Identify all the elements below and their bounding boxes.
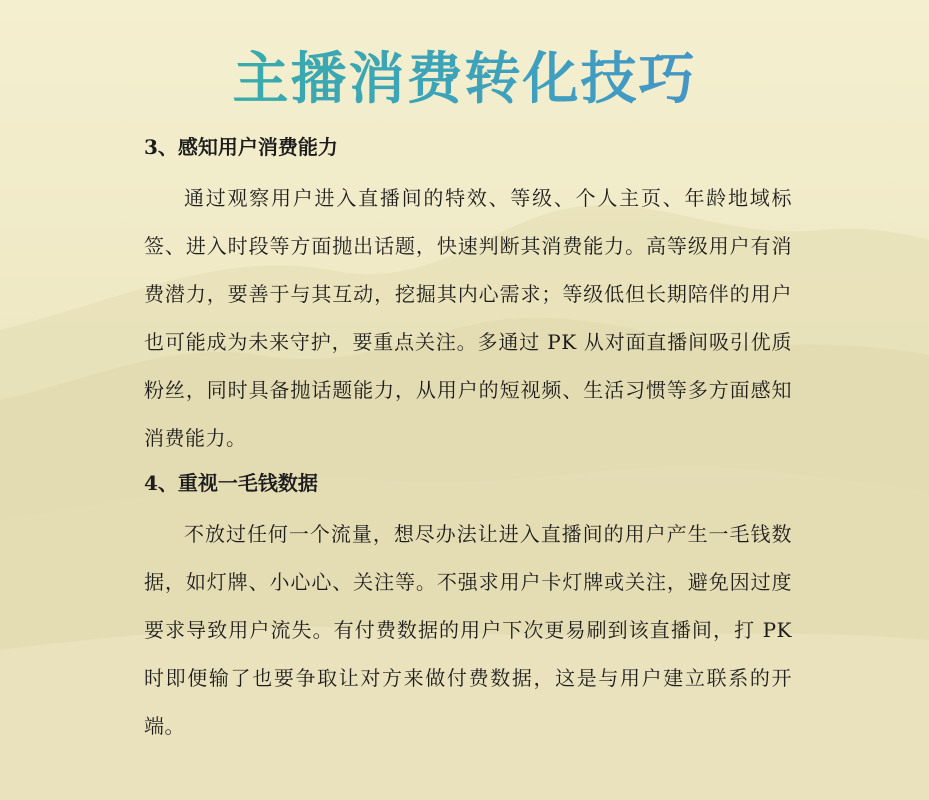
section-heading-one-cent-data: 4、重视一毛钱数据 (144, 471, 318, 495)
page-title: 主播消费转化技巧 (0, 44, 929, 116)
article-content (144, 124, 792, 750)
section-body-one-cent-data: 不放过任何一个流量，想尽办法让进入直播间的用户产生一毛钱数据，如灯牌、小心心、关注等。不强求用户卡灯牌或关注，避免因过度要求导致用户流失。有付费数据的用户下次更易刷到该直播间，打 PK 时即便输了也要争取让对方来做付费数据，这是与用户建立联系的开端。 (144, 522, 792, 738)
section-heading-consumption-ability: 3、感知用户消费能力 (144, 135, 338, 159)
section-body-consumption-ability: 通过观察用户进入直播间的特效、等级、个人主页、年龄地域标签、进入时段等方面抛出话题，快速判断其消费能力。高等级用户有消费潜力，要善于与其互动，挖掘其内心需求；等级低但长期陪伴的用户也可能成为未来守护，要重点关注。多通过 PK 从对面直播间吸引优质粉丝，同时具备抛话题能力，从用户的短视频、生活习惯等多方面感知消费能力。 (144, 186, 792, 450)
